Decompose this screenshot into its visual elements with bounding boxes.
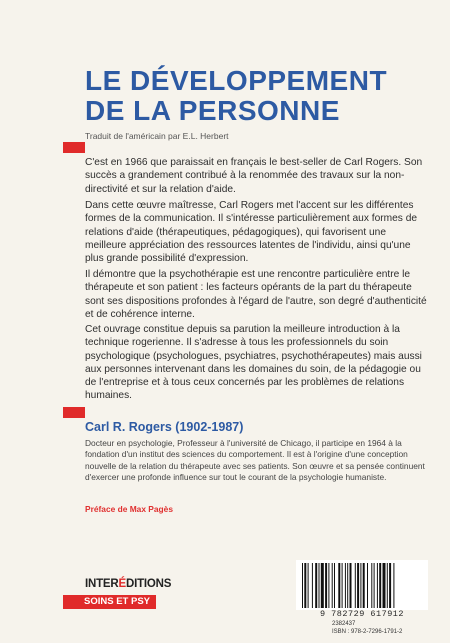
barcode-bar (357, 563, 359, 608)
barcode-bar (325, 563, 327, 608)
barcode-bar (377, 563, 378, 608)
paragraph-3: Il démontre que la psychothérapie est une rencontre particulière entre le thérapeute et son patient : les facteurs opérants de la part du thérapeute sont ses dispositions profondes à l'égard de l'autre, son degré d'authenticité et de cohérence interne. (85, 269, 427, 320)
barcode-bar (383, 563, 386, 608)
barcode-bar (367, 563, 368, 608)
barcode-bar (371, 563, 372, 608)
barcode-bar (350, 563, 352, 608)
barcode-bar (334, 563, 335, 608)
barcode-bar (379, 563, 381, 608)
barcode-bar (312, 563, 313, 608)
barcode-bar (328, 563, 329, 608)
publisher-name-accent: É (118, 578, 126, 590)
barcode-digits: 9 782729 617912 (319, 609, 404, 619)
barcode-bar (308, 563, 309, 608)
barcode-bar (389, 563, 391, 608)
barcode-bar (374, 563, 375, 608)
internal-code: 2382437 (332, 621, 356, 627)
preface-credit: Préface de Max Pagès (85, 504, 173, 514)
barcode-bar (338, 563, 340, 608)
barcode-bar (387, 563, 388, 608)
barcode-bars (296, 560, 428, 610)
red-marker-author (63, 407, 85, 418)
paragraph-1: C'est en 1966 que paraissait en français le best-seller de Carl Rogers. Son succès a grandement contribué à la renommée des travaux sur la non-directivité et sur la relation d'aide. (85, 157, 423, 195)
barcode-bar (342, 563, 343, 608)
publisher-logo (85, 578, 171, 590)
collection-label: SOINS ET PSY (63, 595, 156, 609)
paragraph-2: Dans cette œuvre maîtresse, Carl Rogers met l'accent sur les différentes formes de la communication. Il s'intéresse particulièrement aux formes de relations d'aide (thérapeutiques, pédagogiques), qui favorisent une meilleure appréciation des ressources latentes de l'individu, ainsi qu'une plus grande possibilité d'expression. (85, 200, 418, 265)
isbn-number: ISBN : 978-2-7296-1791-2 (332, 628, 403, 635)
title-line-1: LE DÉVELOPPEMENT (85, 65, 388, 96)
publisher-name-part2: DITIONS (126, 578, 172, 590)
barcode-bar (393, 563, 394, 608)
barcode-bar (332, 563, 333, 608)
red-marker-top (63, 142, 85, 153)
barcode (296, 560, 428, 610)
barcode-bar (360, 563, 361, 608)
author-name: Carl R. Rogers (1902-1987) (85, 420, 244, 434)
barcode-bar (347, 563, 348, 608)
barcode-bar (345, 563, 346, 608)
barcode-bar (321, 563, 324, 608)
translator-credit: Traduit de l'américain par E.L. Herbert (85, 131, 229, 141)
barcode-bar (355, 563, 356, 608)
paragraph-4: Cet ouvrage constitue depuis sa parution la meilleure introduction à la technique rogerienne. Il s'adresse à tous les professionnels du soin psychologique (psychologues, psychiatres, psychothérapeutes) mais aussi aux personnes intervenant dans les domaines du soin, de la pédagogie ou de l'entreprise et à tous ceux concernés par les problèmes de relations humaines. (85, 324, 422, 402)
title-line-2: DE LA PERSONNE (85, 95, 340, 126)
product-codes (332, 621, 402, 636)
book-title (85, 66, 425, 126)
author-bio: Docteur en psychologie, Professeur à l'université de Chicago, il participe en 1964 à la fondation d'un institut des sciences du comportement. Il est à l'origine d'une conception nouvelle de la relation du thérapeute avec ses patients. Son œuvre et sa pensée continuent d'exercer une profonde influence sur tout le courant de la psychologie humaniste. (85, 438, 425, 482)
barcode-bar (304, 563, 306, 608)
publisher-name-part1: INTER (85, 578, 119, 590)
barcode-bar (319, 563, 320, 608)
barcode-bar (302, 563, 303, 608)
barcode-bar (315, 563, 317, 608)
barcode-bar (363, 563, 365, 608)
